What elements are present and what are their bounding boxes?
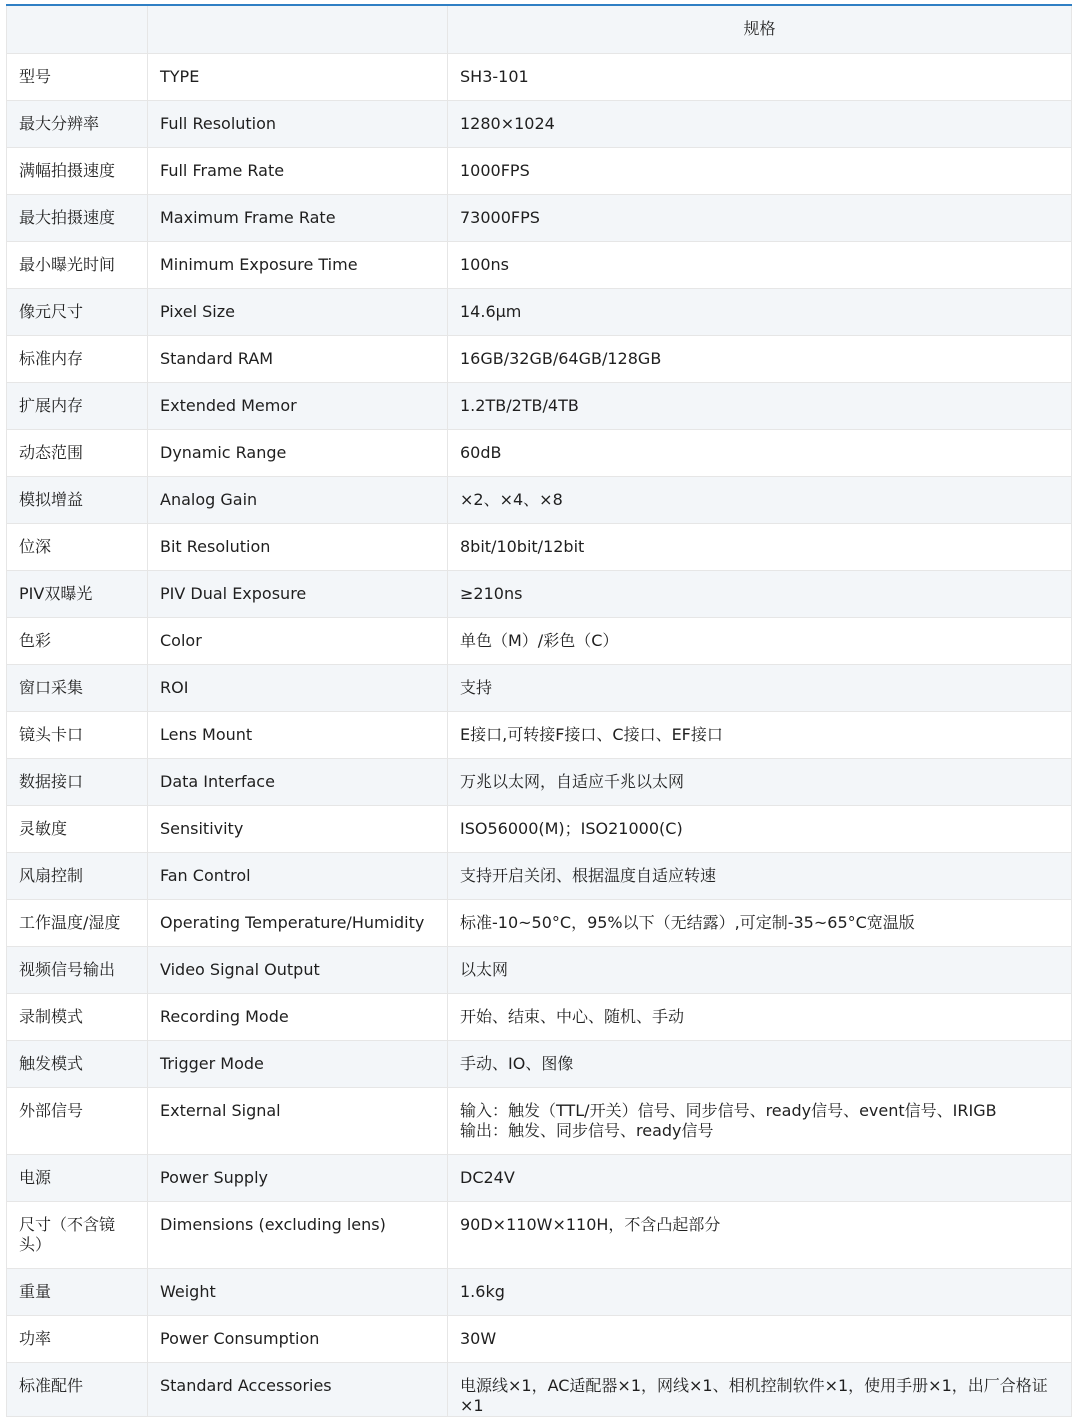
param-value: 60dB [448, 429, 1072, 476]
spec-table [6, 4, 1072, 1417]
param-name-en: Power Supply [148, 1154, 448, 1201]
param-value: 1000FPS [448, 147, 1072, 194]
param-value: DC24V [448, 1154, 1072, 1201]
param-name-cn: PIV双曝光 [7, 570, 148, 617]
param-name-cn: 镜头卡口 [7, 711, 148, 758]
param-name-en: Color [148, 617, 448, 664]
table-row [7, 570, 1072, 617]
table-row [7, 429, 1072, 476]
param-name-en: Data Interface [148, 758, 448, 805]
table-row [7, 53, 1072, 100]
param-name-cn: 标准配件 [7, 1362, 148, 1416]
table-row [7, 617, 1072, 664]
header-cell-blank-2 [148, 5, 448, 53]
table-header [7, 5, 1072, 53]
param-value: 30W [448, 1315, 1072, 1362]
param-name-en: ROI [148, 664, 448, 711]
param-name-en: Dimensions (excluding lens) [148, 1201, 448, 1268]
table-row [7, 711, 1072, 758]
table-row [7, 805, 1072, 852]
param-value: 以太网 [448, 946, 1072, 993]
table-row [7, 1362, 1072, 1416]
param-name-cn: 满幅拍摄速度 [7, 147, 148, 194]
table-row [7, 100, 1072, 147]
param-value: 90D×110W×110H，不含凸起部分 [448, 1201, 1072, 1268]
param-name-en: Power Consumption [148, 1315, 448, 1362]
table-row [7, 758, 1072, 805]
table-row [7, 335, 1072, 382]
table-row [7, 993, 1072, 1040]
param-value: 输入：触发（TTL/开关）信号、同步信号、ready信号、event信号、IRIGB 输出：触发、同步信号、ready信号 [448, 1087, 1072, 1154]
param-name-en: Video Signal Output [148, 946, 448, 993]
param-name-en: TYPE [148, 53, 448, 100]
param-value: 73000FPS [448, 194, 1072, 241]
param-value: 100ns [448, 241, 1072, 288]
param-name-en: Pixel Size [148, 288, 448, 335]
param-value: 16GB/32GB/64GB/128GB [448, 335, 1072, 382]
param-name-cn: 风扇控制 [7, 852, 148, 899]
table-row [7, 1087, 1072, 1154]
param-name-cn: 色彩 [7, 617, 148, 664]
param-name-cn: 功率 [7, 1315, 148, 1362]
param-name-cn: 尺寸（不含镜头） [7, 1201, 148, 1268]
param-name-en: Sensitivity [148, 805, 448, 852]
table-row [7, 1268, 1072, 1315]
table-row [7, 523, 1072, 570]
param-name-cn: 动态范围 [7, 429, 148, 476]
param-value: ≥210ns [448, 570, 1072, 617]
table-row [7, 241, 1072, 288]
param-name-en: Minimum Exposure Time [148, 241, 448, 288]
table-row [7, 852, 1072, 899]
param-name-cn: 型号 [7, 53, 148, 100]
table-row [7, 147, 1072, 194]
table-row [7, 382, 1072, 429]
header-cell-spec: 规格 [448, 5, 1072, 53]
param-value: 8bit/10bit/12bit [448, 523, 1072, 570]
param-name-en: PIV Dual Exposure [148, 570, 448, 617]
param-value: 单色（M）/彩色（C） [448, 617, 1072, 664]
table-row [7, 1201, 1072, 1268]
param-name-cn: 工作温度/湿度 [7, 899, 148, 946]
param-name-cn: 灵敏度 [7, 805, 148, 852]
param-name-cn: 扩展内存 [7, 382, 148, 429]
param-value: 电源线×1，AC适配器×1，网线×1、相机控制软件×1，使用手册×1，出厂合格证×1 [448, 1362, 1072, 1416]
param-name-en: Trigger Mode [148, 1040, 448, 1087]
param-name-cn: 数据接口 [7, 758, 148, 805]
table-row [7, 664, 1072, 711]
header-cell-blank-1 [7, 5, 148, 53]
param-value: ×2、×4、×8 [448, 476, 1072, 523]
table-row [7, 194, 1072, 241]
table-row [7, 899, 1072, 946]
param-name-en: Full Frame Rate [148, 147, 448, 194]
param-value: SH3-101 [448, 53, 1072, 100]
table-row [7, 288, 1072, 335]
param-name-en: Full Resolution [148, 100, 448, 147]
table-row [7, 1315, 1072, 1362]
param-name-en: Operating Temperature/Humidity [148, 899, 448, 946]
table-row [7, 1040, 1072, 1087]
param-name-cn: 最大分辨率 [7, 100, 148, 147]
param-name-en: Fan Control [148, 852, 448, 899]
param-value: 开始、结束、中心、随机、手动 [448, 993, 1072, 1040]
param-name-en: Analog Gain [148, 476, 448, 523]
param-value: 万兆以太网，自适应千兆以太网 [448, 758, 1072, 805]
param-name-cn: 最小曝光时间 [7, 241, 148, 288]
param-name-en: Extended Memor [148, 382, 448, 429]
param-value: 1.2TB/2TB/4TB [448, 382, 1072, 429]
param-name-cn: 最大拍摄速度 [7, 194, 148, 241]
param-value: 标准-10~50°C，95%以下（无结露）,可定制-35~65°C宽温版 [448, 899, 1072, 946]
param-name-en: Dynamic Range [148, 429, 448, 476]
param-name-cn: 窗口采集 [7, 664, 148, 711]
param-name-en: Lens Mount [148, 711, 448, 758]
param-value: E接口,可转接F接口、C接口、EF接口 [448, 711, 1072, 758]
param-name-cn: 录制模式 [7, 993, 148, 1040]
param-name-cn: 视频信号输出 [7, 946, 148, 993]
param-name-en: Recording Mode [148, 993, 448, 1040]
param-name-en: Standard RAM [148, 335, 448, 382]
param-name-cn: 位深 [7, 523, 148, 570]
param-name-cn: 重量 [7, 1268, 148, 1315]
param-value: 1280×1024 [448, 100, 1072, 147]
header-row [7, 5, 1072, 53]
table-row [7, 476, 1072, 523]
param-name-cn: 外部信号 [7, 1087, 148, 1154]
table-row [7, 946, 1072, 993]
param-name-cn: 模拟增益 [7, 476, 148, 523]
table-row [7, 1154, 1072, 1201]
param-name-en: External Signal [148, 1087, 448, 1154]
param-name-cn: 电源 [7, 1154, 148, 1201]
param-name-en: Maximum Frame Rate [148, 194, 448, 241]
param-name-cn: 触发模式 [7, 1040, 148, 1087]
param-value: 支持 [448, 664, 1072, 711]
table-body [7, 53, 1072, 1416]
param-value: 支持开启关闭、根据温度自适应转速 [448, 852, 1072, 899]
param-name-en: Bit Resolution [148, 523, 448, 570]
param-name-cn: 标准内存 [7, 335, 148, 382]
param-name-en: Standard Accessories [148, 1362, 448, 1416]
param-value: ISO56000(M)；ISO21000(C) [448, 805, 1072, 852]
param-name-cn: 像元尺寸 [7, 288, 148, 335]
param-value: 1.6kg [448, 1268, 1072, 1315]
param-name-en: Weight [148, 1268, 448, 1315]
param-value: 14.6μm [448, 288, 1072, 335]
param-value: 手动、IO、图像 [448, 1040, 1072, 1087]
